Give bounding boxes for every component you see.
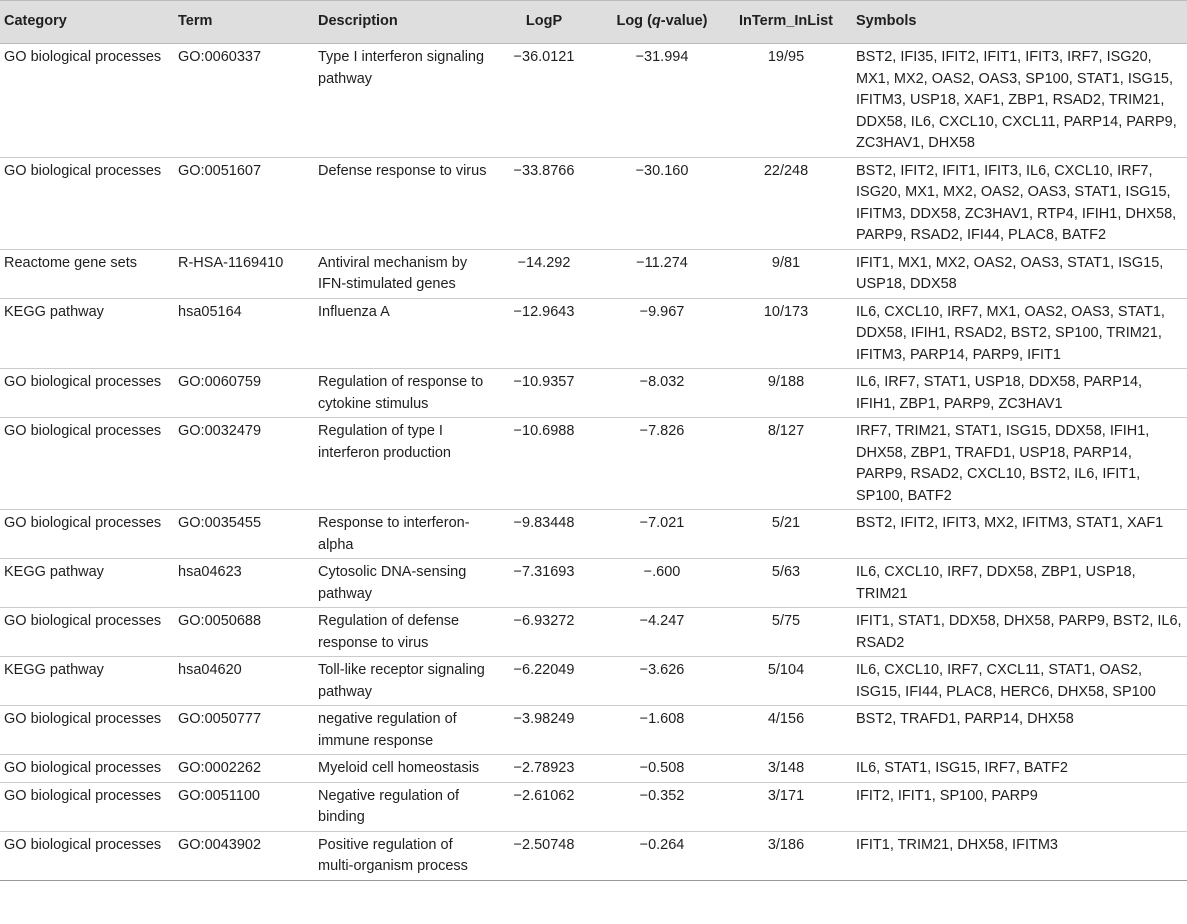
cell-interm-inlist: 8/127 [728, 418, 844, 510]
cell-description: Type I interferon signaling pathway [308, 44, 492, 158]
cell-logq: −9.967 [596, 298, 728, 369]
cell-interm-inlist: 9/81 [728, 249, 844, 298]
cell-logp: −7.31693 [492, 559, 596, 608]
cell-interm-inlist: 3/171 [728, 782, 844, 831]
cell-term: hsa04620 [168, 657, 308, 706]
cell-description: Cytosolic DNA-sensing pathway [308, 559, 492, 608]
cell-description: Regulation of type I interferon production [308, 418, 492, 510]
cell-symbols: IL6, IRF7, STAT1, USP18, DDX58, PARP14, IFIH1, ZBP1, PARP9, ZC3HAV1 [844, 369, 1187, 418]
cell-logp: −36.0121 [492, 44, 596, 158]
cell-symbols: IFIT1, TRIM21, DHX58, IFITM3 [844, 831, 1187, 880]
cell-category: GO biological processes [0, 831, 168, 880]
table-row [0, 608, 1187, 657]
cell-interm-inlist: 4/156 [728, 706, 844, 755]
table-row [0, 369, 1187, 418]
header-logq-italic: q [651, 13, 661, 30]
cell-symbols: BST2, IFIT2, IFIT1, IFIT3, IL6, CXCL10, IRF7, ISG20, MX1, MX2, OAS2, OAS3, STAT1, ISG15, IFITM3, DDX58, ZC3HAV1, RTP4, IFIH1, DHX58, PARP9, RSAD2, IFI44, PLAC8, BATF2 [844, 157, 1187, 249]
cell-logp: −3.98249 [492, 706, 596, 755]
cell-category: GO biological processes [0, 369, 168, 418]
cell-symbols: IL6, STAT1, ISG15, IRF7, BATF2 [844, 755, 1187, 783]
cell-term: GO:0060337 [168, 44, 308, 158]
table-row [0, 657, 1187, 706]
cell-term: GO:0032479 [168, 418, 308, 510]
table-row [0, 157, 1187, 249]
cell-symbols: BST2, IFIT2, IFIT3, MX2, IFITM3, STAT1, XAF1 [844, 510, 1187, 559]
cell-logp: −10.6988 [492, 418, 596, 510]
cell-symbols: IL6, CXCL10, IRF7, DDX58, ZBP1, USP18, TRIM21 [844, 559, 1187, 608]
cell-symbols: IFIT1, STAT1, DDX58, DHX58, PARP9, BST2, IL6, RSAD2 [844, 608, 1187, 657]
cell-category: GO biological processes [0, 608, 168, 657]
cell-description: Defense response to virus [308, 157, 492, 249]
cell-interm-inlist: 3/186 [728, 831, 844, 880]
cell-description: Regulation of response to cytokine stimulus [308, 369, 492, 418]
cell-category: KEGG pathway [0, 657, 168, 706]
cell-logq: −.600 [596, 559, 728, 608]
cell-logp: −12.9643 [492, 298, 596, 369]
cell-logp: −14.292 [492, 249, 596, 298]
cell-category: KEGG pathway [0, 559, 168, 608]
cell-symbols: IL6, CXCL10, IRF7, CXCL11, STAT1, OAS2, ISG15, IFI44, PLAC8, HERC6, DHX58, SP100 [844, 657, 1187, 706]
cell-description: negative regulation of immune response [308, 706, 492, 755]
cell-category: GO biological processes [0, 706, 168, 755]
cell-term: GO:0050688 [168, 608, 308, 657]
cell-category: KEGG pathway [0, 298, 168, 369]
table-row [0, 831, 1187, 880]
cell-interm-inlist: 9/188 [728, 369, 844, 418]
cell-symbols: IL6, CXCL10, IRF7, MX1, OAS2, OAS3, STAT1, DDX58, IFIH1, RSAD2, BST2, SP100, TRIM21, IFITM3, PARP14, PARP9, IFIT1 [844, 298, 1187, 369]
cell-symbols: BST2, TRAFD1, PARP14, DHX58 [844, 706, 1187, 755]
header-interm-inlist: InTerm_InList [728, 1, 844, 44]
cell-term: hsa05164 [168, 298, 308, 369]
cell-category: GO biological processes [0, 510, 168, 559]
cell-logq: −11.274 [596, 249, 728, 298]
cell-logq: −0.352 [596, 782, 728, 831]
table-row [0, 706, 1187, 755]
cell-logq: −31.994 [596, 44, 728, 158]
cell-logq: −8.032 [596, 369, 728, 418]
cell-logp: −2.50748 [492, 831, 596, 880]
cell-interm-inlist: 5/75 [728, 608, 844, 657]
header-description: Description [308, 1, 492, 44]
cell-term: GO:0050777 [168, 706, 308, 755]
cell-symbols: IRF7, TRIM21, STAT1, ISG15, DDX58, IFIH1, DHX58, ZBP1, TRAFD1, USP18, PARP14, PARP9, RSAD2, CXCL10, BST2, IL6, IFIT1, SP100, BATF2 [844, 418, 1187, 510]
cell-description: Regulation of defense response to virus [308, 608, 492, 657]
cell-description: Negative regulation of binding [308, 782, 492, 831]
table-body [0, 44, 1187, 881]
cell-term: GO:0002262 [168, 755, 308, 783]
cell-interm-inlist: 5/104 [728, 657, 844, 706]
table-row [0, 782, 1187, 831]
cell-term: hsa04623 [168, 559, 308, 608]
cell-term: GO:0060759 [168, 369, 308, 418]
cell-logq: −4.247 [596, 608, 728, 657]
header-logq-suffix: -value) [660, 13, 708, 30]
cell-symbols: IFIT1, MX1, MX2, OAS2, OAS3, STAT1, ISG15, USP18, DDX58 [844, 249, 1187, 298]
cell-category: GO biological processes [0, 782, 168, 831]
cell-description: Response to interferon-alpha [308, 510, 492, 559]
cell-logq: −0.264 [596, 831, 728, 880]
cell-description: Influenza A [308, 298, 492, 369]
cell-interm-inlist: 10/173 [728, 298, 844, 369]
cell-category: Reactome gene sets [0, 249, 168, 298]
cell-interm-inlist: 22/248 [728, 157, 844, 249]
cell-logq: −7.021 [596, 510, 728, 559]
cell-description: Positive regulation of multi-organism process [308, 831, 492, 880]
cell-logq: −30.160 [596, 157, 728, 249]
cell-interm-inlist: 3/148 [728, 755, 844, 783]
table-header [0, 1, 1187, 44]
cell-description: Toll-like receptor signaling pathway [308, 657, 492, 706]
cell-logp: −2.78923 [492, 755, 596, 783]
cell-interm-inlist: 19/95 [728, 44, 844, 158]
cell-category: GO biological processes [0, 418, 168, 510]
cell-interm-inlist: 5/21 [728, 510, 844, 559]
cell-symbols: BST2, IFI35, IFIT2, IFIT1, IFIT3, IRF7, ISG20, MX1, MX2, OAS2, OAS3, SP100, STAT1, ISG15, IFITM3, USP18, XAF1, ZBP1, RSAD2, TRIM21, DDX58, IL6, CXCL10, CXCL11, PARP14, PARP9, ZC3HAV1, DHX58 [844, 44, 1187, 158]
header-symbols: Symbols [844, 1, 1187, 44]
cell-logp: −6.22049 [492, 657, 596, 706]
cell-description: Myeloid cell homeostasis [308, 755, 492, 783]
cell-logp: −6.93272 [492, 608, 596, 657]
header-logq-prefix: Log ( [616, 13, 652, 30]
cell-logq: −3.626 [596, 657, 728, 706]
table-row [0, 559, 1187, 608]
cell-term: GO:0051100 [168, 782, 308, 831]
cell-logp: −9.83448 [492, 510, 596, 559]
cell-logp: −2.61062 [492, 782, 596, 831]
cell-logq: −0.508 [596, 755, 728, 783]
table-row [0, 298, 1187, 369]
header-category: Category [0, 1, 168, 44]
table-row [0, 44, 1187, 158]
table-row [0, 418, 1187, 510]
cell-logq: −7.826 [596, 418, 728, 510]
cell-description: Antiviral mechanism by IFN-stimulated genes [308, 249, 492, 298]
cell-symbols: IFIT2, IFIT1, SP100, PARP9 [844, 782, 1187, 831]
cell-interm-inlist: 5/63 [728, 559, 844, 608]
header-row [0, 1, 1187, 44]
header-logq [596, 1, 728, 44]
table-row [0, 510, 1187, 559]
cell-category: GO biological processes [0, 755, 168, 783]
cell-term: GO:0043902 [168, 831, 308, 880]
header-term: Term [168, 1, 308, 44]
cell-term: R-HSA-1169410 [168, 249, 308, 298]
cell-logp: −33.8766 [492, 157, 596, 249]
table-row [0, 755, 1187, 783]
cell-category: GO biological processes [0, 44, 168, 158]
cell-category: GO biological processes [0, 157, 168, 249]
cell-term: GO:0051607 [168, 157, 308, 249]
table-row [0, 249, 1187, 298]
cell-logp: −10.9357 [492, 369, 596, 418]
header-logp: LogP [492, 1, 596, 44]
cell-term: GO:0035455 [168, 510, 308, 559]
cell-logq: −1.608 [596, 706, 728, 755]
